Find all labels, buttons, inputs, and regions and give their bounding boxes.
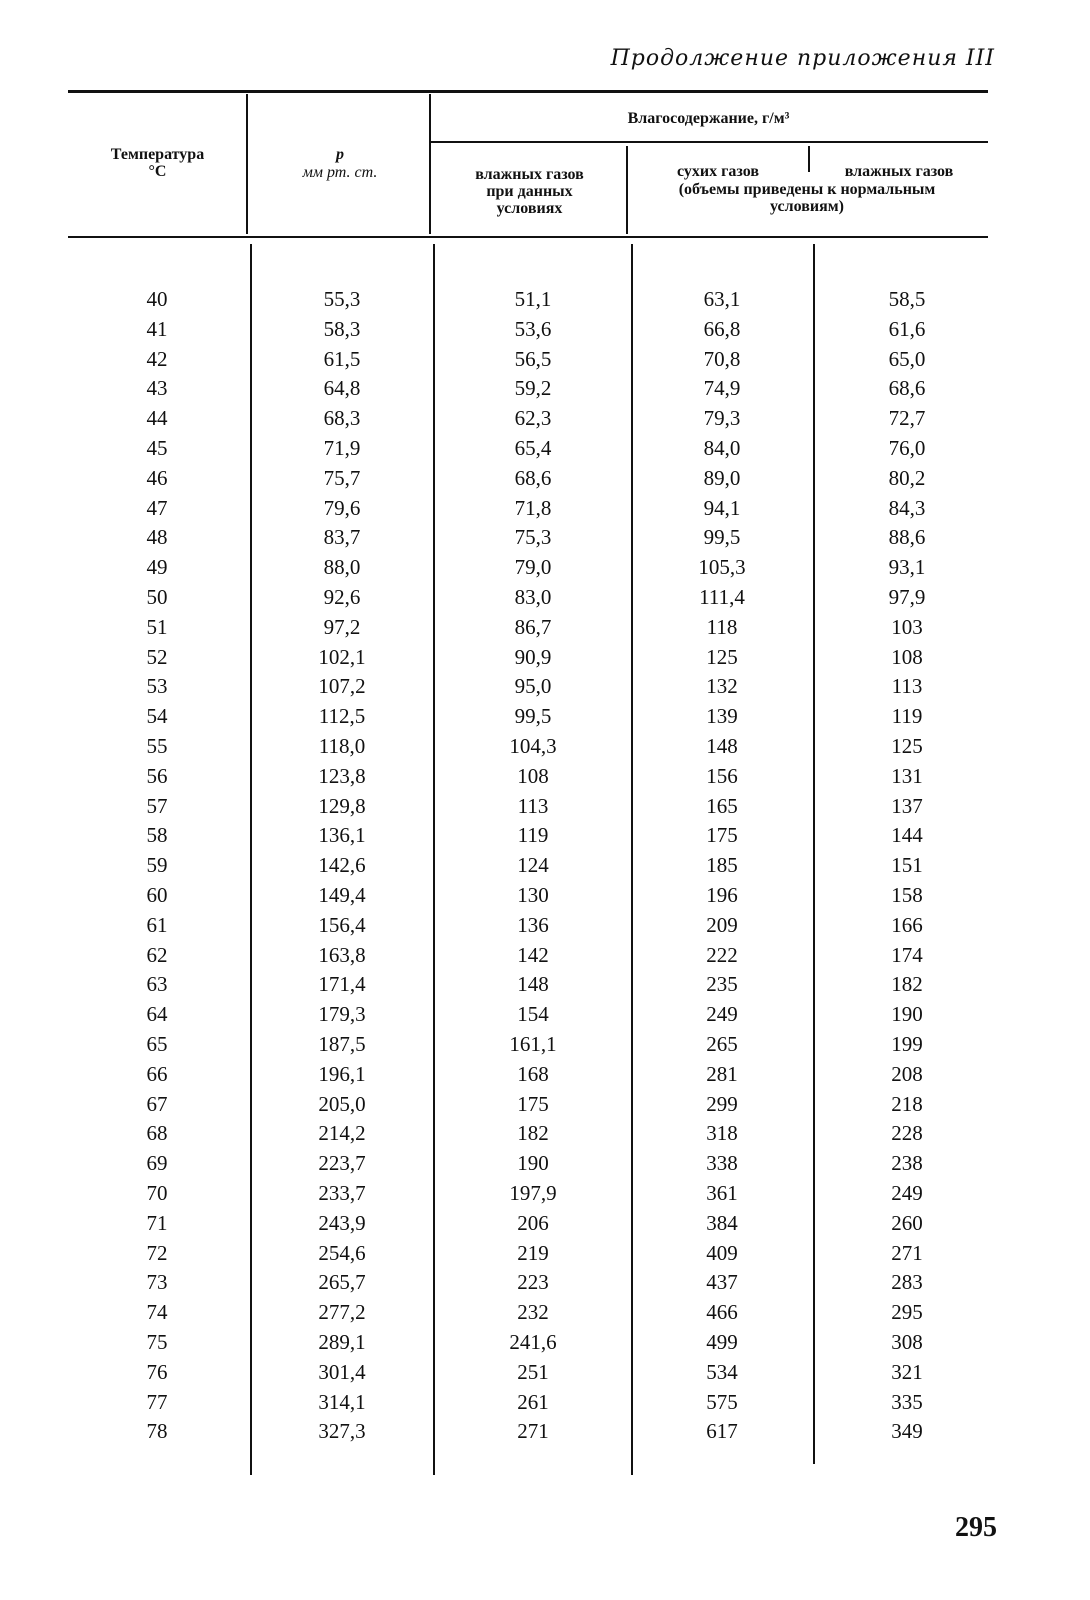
cell-wet-actual: 113 [517,793,549,818]
header-dry-normal: сухих газов [677,163,759,180]
cell-pressure: 79,6 [323,495,361,520]
cell-temperature: 51 [146,614,168,639]
cell-temperature: 46 [146,465,168,490]
cell-dry-normal: 165 [706,793,738,818]
cell-wet-actual: 241,6 [509,1330,557,1354]
cell-dry-normal: 84,0 [703,436,741,460]
column-divider-1-body [250,244,252,1475]
cell-temperature: 45 [146,436,168,460]
cell-wet-actual: 206 [517,1210,549,1235]
cell-pressure: 123,8 [318,763,366,788]
cell-dry-normal: 79,3 [703,406,741,431]
cell-wet-normal: 174 [891,942,923,967]
cell-pressure: 156,4 [318,912,366,937]
header-pressure-symbol: p [336,146,344,163]
cell-wet-normal: 349 [891,1419,923,1444]
cell-wet-normal: 58,5 [888,287,926,311]
header-wet-actual: влажных газов при данных условиях [475,166,584,217]
cell-wet-normal: 208 [891,1061,923,1086]
cell-wet-normal: 97,9 [888,585,926,609]
column-divider-2-body [433,244,435,1475]
cell-wet-normal: 199 [891,1032,923,1056]
cell-temperature: 75 [146,1330,168,1354]
cell-temperature: 44 [146,406,168,431]
column-divider-1-header [246,94,248,234]
cell-temperature: 54 [146,704,168,729]
cell-wet-normal: 65,0 [888,346,926,371]
cell-pressure: 97,2 [323,614,361,639]
cell-pressure: 88,0 [323,555,361,580]
cell-wet-actual: 219 [517,1240,549,1265]
cell-wet-actual: 168 [517,1061,549,1086]
cell-temperature: 48 [146,525,168,550]
cell-pressure: 233,7 [318,1181,366,1205]
cell-dry-normal: 299 [706,1091,738,1116]
cell-pressure: 214,2 [318,1121,366,1146]
group-header-rule [431,141,988,143]
cell-dry-normal: 66,8 [703,316,741,341]
cell-temperature: 76 [146,1359,168,1384]
cell-wet-actual: 68,6 [514,465,552,490]
cell-wet-normal: 72,7 [888,406,926,431]
cell-dry-normal: 111,4 [699,585,745,609]
cell-pressure: 102,1 [318,644,366,669]
cell-wet-actual: 75,3 [514,525,552,550]
cell-temperature: 67 [146,1091,168,1116]
table-top-rule [68,90,988,93]
cell-wet-normal: 166 [891,912,923,937]
cell-temperature: 50 [146,585,168,609]
cell-wet-normal: 238 [891,1151,923,1176]
cell-dry-normal: 196 [706,883,738,907]
cell-dry-normal: 105,3 [698,555,746,580]
cell-dry-normal: 156 [706,763,738,788]
cell-dry-normal: 575 [706,1389,738,1414]
cell-wet-actual: 108 [517,763,549,788]
cell-dry-normal: 361 [706,1181,738,1205]
cell-dry-normal: 466 [706,1300,738,1325]
cell-wet-normal: 119 [891,704,923,729]
cell-dry-normal: 89,0 [703,465,741,490]
cell-temperature: 40 [146,287,168,311]
cell-dry-normal: 175 [706,823,738,848]
cell-pressure: 61,5 [323,346,361,371]
cell-pressure: 196,1 [318,1061,366,1086]
cell-pressure: 92,6 [323,585,361,609]
cell-pressure: 187,5 [318,1032,366,1056]
cell-temperature: 65 [146,1032,168,1056]
cell-temperature: 55 [146,734,168,758]
cell-wet-normal: 218 [891,1091,923,1116]
cell-dry-normal: 148 [706,734,738,758]
cell-wet-actual: 65,4 [514,436,552,460]
header-pressure-unit: мм рт. ст. [302,164,378,181]
cell-temperature: 68 [146,1121,168,1146]
cell-wet-normal: 335 [891,1389,923,1414]
cell-temperature: 62 [146,942,168,967]
cell-wet-actual: 90,9 [514,644,552,669]
cell-pressure: 107,2 [318,674,366,699]
cell-wet-normal: 103 [891,614,923,639]
cell-temperature: 74 [146,1300,168,1325]
cell-dry-normal: 139 [706,704,738,729]
cell-pressure: 64,8 [323,376,361,401]
running-header: Продолжение приложения III [610,46,995,71]
cell-dry-normal: 338 [706,1151,738,1176]
cell-wet-normal: 228 [891,1121,923,1146]
cell-wet-normal: 125 [891,734,923,758]
cell-dry-normal: 235 [706,972,738,997]
cell-wet-normal: 308 [891,1330,923,1354]
cell-pressure: 55,3 [323,287,361,311]
cell-pressure: 129,8 [318,793,366,818]
cell-temperature: 66 [146,1061,168,1086]
cell-wet-actual: 83,0 [514,585,552,609]
cell-wet-actual: 136 [517,912,549,937]
cell-wet-actual: 271 [517,1419,549,1444]
cell-wet-actual: 124 [517,853,549,878]
cell-dry-normal: 318 [706,1121,738,1146]
cell-pressure: 265,7 [318,1270,366,1295]
cell-pressure: 277,2 [318,1300,366,1325]
cell-dry-normal: 249 [706,1002,738,1027]
cell-dry-normal: 384 [706,1210,738,1235]
cell-pressure: 223,7 [318,1151,366,1176]
cell-wet-actual: 261 [517,1389,549,1414]
column-divider-4-body [813,244,815,1464]
cell-wet-actual: 71,8 [514,495,552,520]
header-bottom-rule [68,236,988,238]
cell-pressure: 71,9 [323,436,361,460]
cell-wet-normal: 271 [891,1240,923,1265]
header-moisture-group: Влагосодержание, г/м³ [627,110,790,127]
cell-pressure: 136,1 [318,823,366,848]
cell-wet-actual: 232 [517,1300,549,1325]
cell-temperature: 60 [146,883,168,907]
header-normal-note: (объемы приведены к нормальным условиям) [678,181,936,215]
cell-temperature: 77 [146,1389,168,1414]
cell-wet-normal: 144 [891,823,923,848]
cell-wet-normal: 68,6 [888,376,926,401]
cell-pressure: 118,0 [318,734,366,758]
cell-wet-actual: 86,7 [514,614,552,639]
cell-wet-actual: 95,0 [514,674,552,699]
cell-temperature: 58 [146,823,168,848]
cell-wet-actual: 104,3 [509,734,557,758]
cell-temperature: 47 [146,495,168,520]
cell-wet-normal: 113 [891,674,923,699]
cell-wet-normal: 61,6 [888,316,926,341]
cell-pressure: 112,5 [318,704,366,729]
cell-wet-actual: 79,0 [514,555,552,580]
cell-dry-normal: 281 [706,1061,738,1086]
cell-wet-actual: 154 [517,1002,549,1027]
cell-wet-normal: 321 [891,1359,923,1384]
cell-temperature: 43 [146,376,168,401]
cell-wet-normal: 190 [891,1002,923,1027]
cell-temperature: 56 [146,763,168,788]
cell-temperature: 42 [146,346,168,371]
cell-dry-normal: 118 [706,614,738,639]
cell-temperature: 59 [146,853,168,878]
cell-temperature: 78 [146,1419,168,1444]
cell-pressure: 163,8 [318,942,366,967]
cell-wet-normal: 88,6 [888,525,926,550]
cell-temperature: 63 [146,972,168,997]
cell-wet-normal: 108 [891,644,923,669]
cell-temperature: 53 [146,674,168,699]
cell-dry-normal: 125 [706,644,738,669]
cell-pressure: 205,0 [318,1091,366,1116]
cell-pressure: 149,4 [318,883,366,907]
cell-wet-actual: 197,9 [509,1181,557,1205]
cell-dry-normal: 74,9 [703,376,741,401]
cell-dry-normal: 132 [706,674,738,699]
cell-dry-normal: 70,8 [703,346,741,371]
cell-dry-normal: 437 [706,1270,738,1295]
cell-dry-normal: 209 [706,912,738,937]
cell-temperature: 57 [146,793,168,818]
cell-wet-actual: 53,6 [514,316,552,341]
cell-dry-normal: 409 [706,1240,738,1265]
cell-wet-actual: 51,1 [514,287,552,311]
cell-wet-actual: 119 [517,823,549,848]
cell-temperature: 52 [146,644,168,669]
cell-wet-normal: 249 [891,1181,923,1205]
cell-pressure: 301,4 [318,1359,366,1384]
cell-wet-actual: 56,5 [514,346,552,371]
cell-dry-normal: 265 [706,1032,738,1056]
cell-wet-actual: 130 [517,883,549,907]
column-divider-3-body [631,244,633,1475]
cell-wet-actual: 59,2 [514,376,552,401]
cell-pressure: 314,1 [318,1389,366,1414]
cell-wet-normal: 76,0 [888,436,926,460]
cell-pressure: 171,4 [318,972,366,997]
cell-temperature: 49 [146,555,168,580]
cell-wet-actual: 175 [517,1091,549,1116]
cell-dry-normal: 99,5 [703,525,741,550]
cell-pressure: 142,6 [318,853,366,878]
cell-dry-normal: 617 [706,1419,738,1444]
cell-wet-actual: 223 [517,1270,549,1295]
cell-pressure: 243,9 [318,1210,366,1235]
cell-wet-normal: 131 [891,763,923,788]
cell-dry-normal: 222 [706,942,738,967]
cell-wet-actual: 251 [517,1359,549,1384]
cell-temperature: 64 [146,1002,168,1027]
cell-wet-actual: 148 [517,972,549,997]
cell-wet-normal: 295 [891,1300,923,1325]
cell-dry-normal: 185 [706,853,738,878]
cell-pressure: 327,3 [318,1419,366,1444]
cell-wet-normal: 80,2 [888,465,926,490]
cell-wet-normal: 137 [891,793,923,818]
cell-wet-actual: 190 [517,1151,549,1176]
cell-wet-normal: 283 [891,1270,923,1295]
cell-temperature: 70 [146,1181,168,1205]
cell-pressure: 254,6 [318,1240,366,1265]
cell-wet-actual: 161,1 [509,1032,557,1056]
header-wet-normal: влажных газов [844,163,954,180]
cell-wet-normal: 93,1 [888,555,926,580]
cell-wet-actual: 182 [517,1121,549,1146]
cell-dry-normal: 63,1 [703,287,741,311]
cell-dry-normal: 499 [706,1330,738,1354]
cell-dry-normal: 534 [706,1359,738,1384]
cell-wet-normal: 151 [891,853,923,878]
cell-wet-actual: 62,3 [514,406,552,431]
cell-wet-normal: 260 [891,1210,923,1235]
cell-pressure: 68,3 [323,406,361,431]
cell-temperature: 69 [146,1151,168,1176]
cell-pressure: 75,7 [323,465,361,490]
cell-wet-normal: 158 [891,883,923,907]
page-number: 295 [955,1512,997,1543]
cell-dry-normal: 94,1 [703,495,741,520]
cell-temperature: 73 [146,1270,168,1295]
cell-pressure: 179,3 [318,1002,366,1027]
cell-temperature: 61 [146,912,168,937]
cell-pressure: 83,7 [323,525,361,550]
cell-wet-actual: 99,5 [514,704,552,729]
cell-wet-normal: 182 [891,972,923,997]
cell-temperature: 72 [146,1240,168,1265]
header-temperature: Температура °C [110,146,205,180]
cell-wet-normal: 84,3 [888,495,926,520]
cell-wet-actual: 142 [517,942,549,967]
cell-temperature: 41 [146,316,168,341]
cell-pressure: 58,3 [323,316,361,341]
cell-temperature: 71 [146,1210,168,1235]
cell-pressure: 289,1 [318,1330,366,1354]
